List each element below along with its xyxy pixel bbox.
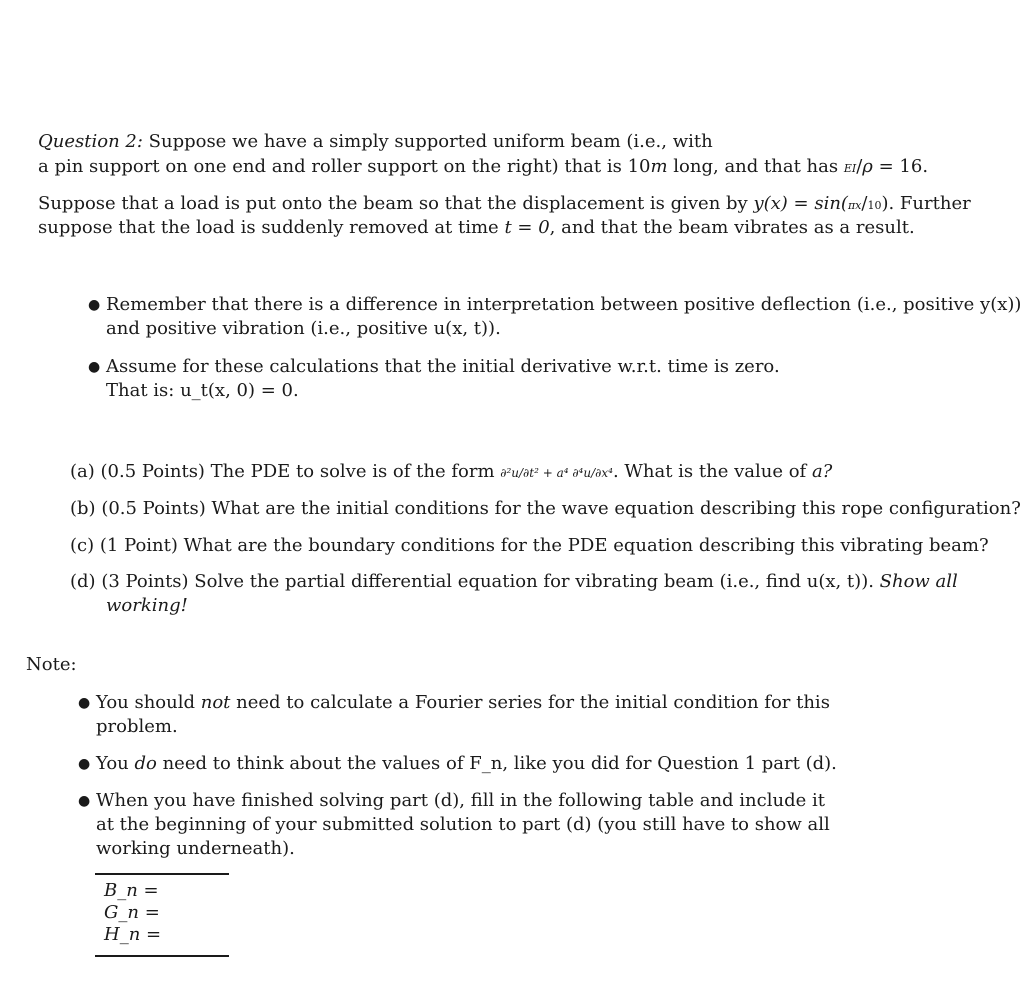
part-a-text-b: . What is the value of (612, 461, 807, 482)
part-c-label: (c) (70, 535, 95, 556)
part-a-text-c: a? (811, 461, 833, 482)
question-text-4b: , and that the beam vibrates as a result. (549, 217, 915, 238)
part-c-text: (1 Point) What are the boundary conditions for the PDE equation describing this vibrating beam? (99, 535, 989, 556)
table-row-hn: H_n = (104, 924, 162, 945)
part-a-text: (0.5 Points) The PDE to solve is of the form (100, 461, 495, 482)
note-item-1 (96, 691, 830, 739)
note-2-b: need to think about the values of F_n, like you did for Question 1 part (d). (162, 753, 837, 774)
ratio-denominator: ρ (862, 156, 873, 177)
question-line-2: a pin support on one end and roller support on the right) that is 10m long, and that has EI/ρ = 16. (38, 156, 929, 177)
note-2-em: do (134, 753, 157, 774)
note-3-line3: working underneath). (96, 838, 295, 859)
note-1-a: You should (96, 692, 196, 713)
note-item-2 (96, 752, 837, 776)
displacement-den: 10 (867, 199, 882, 212)
pde-formula: ∂²u/∂t² + a⁴ ∂⁴u/∂x⁴ (500, 466, 613, 480)
displacement-func: y(x) = sin( (753, 193, 848, 214)
question-line-4 (38, 216, 915, 240)
part-b-text: (0.5 Points) What are the initial conditions for the wave equation describing this rope configuration? (101, 498, 1021, 519)
part-a (70, 460, 832, 485)
question-line-3: Suppose that a load is put onto the beam so that the displacement is given by y(x) = sin(πx/10). Further (38, 193, 971, 214)
bullet-top-1-line1: Remember that there is a difference in interpretation between positive deflection (i.e., positive y(x)) (106, 294, 1022, 315)
note-3-line2: at the beginning of your submitted solution to part (d) (you still have to show all (96, 814, 830, 835)
bullet-dot: ● (78, 756, 91, 772)
question-line-1 (38, 130, 713, 154)
time-zero: t = 0 (504, 217, 550, 238)
part-b (70, 497, 1021, 521)
bullet-dot: ● (88, 359, 101, 375)
part-a-label: (a) (70, 461, 95, 482)
table-row-bn: B_n = (104, 880, 159, 901)
question-text-1: Suppose we have a simply supported uniform beam (i.e., with (148, 131, 713, 152)
note-heading: Note: (26, 654, 77, 675)
question-text-2: a pin support on one end and roller support on the right) that is 10 (38, 156, 651, 177)
question-text-4a: suppose that the load is suddenly removed at time (38, 217, 499, 238)
part-d (70, 570, 958, 594)
part-d-emph-2: working! (106, 595, 188, 616)
question-text-2b: long, and that has (673, 156, 839, 177)
bullet-top-2-line2: That is: u_t(x, 0) = 0. (106, 380, 299, 401)
question-unit: m (650, 156, 668, 177)
displacement-frac: πx (847, 199, 862, 212)
ratio-value: = 16. (878, 156, 929, 177)
bullet-dot: ● (88, 297, 101, 313)
table-top-rule (95, 873, 229, 875)
bullet-top-1-line2: and positive vibration (i.e., positive u(x, t)). (106, 318, 501, 339)
part-d-emph-1: Show all (879, 571, 958, 592)
table-row-gn: G_n = (104, 902, 160, 923)
bullet-top-2 (106, 355, 780, 403)
bullet-top-1 (106, 293, 1021, 341)
ratio-numerator: EI (843, 162, 857, 175)
part-d-text: (3 Points) Solve the partial differential equation for vibrating beam (i.e., find u(x, t)). (101, 571, 874, 592)
bullet-dot: ● (78, 695, 91, 711)
question-text-3b: ). Further (881, 193, 971, 214)
part-b-label: (b) (70, 498, 96, 519)
note-1-em: not (200, 692, 231, 713)
bullet-dot: ● (78, 793, 91, 809)
table (104, 880, 161, 946)
part-c (70, 534, 989, 558)
question-text-3: Suppose that a load is put onto the beam so that the displacement is given by (38, 193, 748, 214)
note-3-line1: When you have finished solving part (d), fill in the following table and include it (96, 790, 825, 811)
note-item-3 (96, 789, 830, 861)
note-1-line2: problem. (96, 716, 178, 737)
bullet-top-2-line1: Assume for these calculations that the initial derivative w.r.t. time is zero. (106, 356, 780, 377)
part-d-label: (d) (70, 571, 96, 592)
note-2-a: You (96, 753, 129, 774)
question-label: Question 2: (38, 131, 143, 152)
note-1-b: need to calculate a Fourier series for the initial condition for this (236, 692, 830, 713)
table-bottom-rule (95, 955, 229, 957)
